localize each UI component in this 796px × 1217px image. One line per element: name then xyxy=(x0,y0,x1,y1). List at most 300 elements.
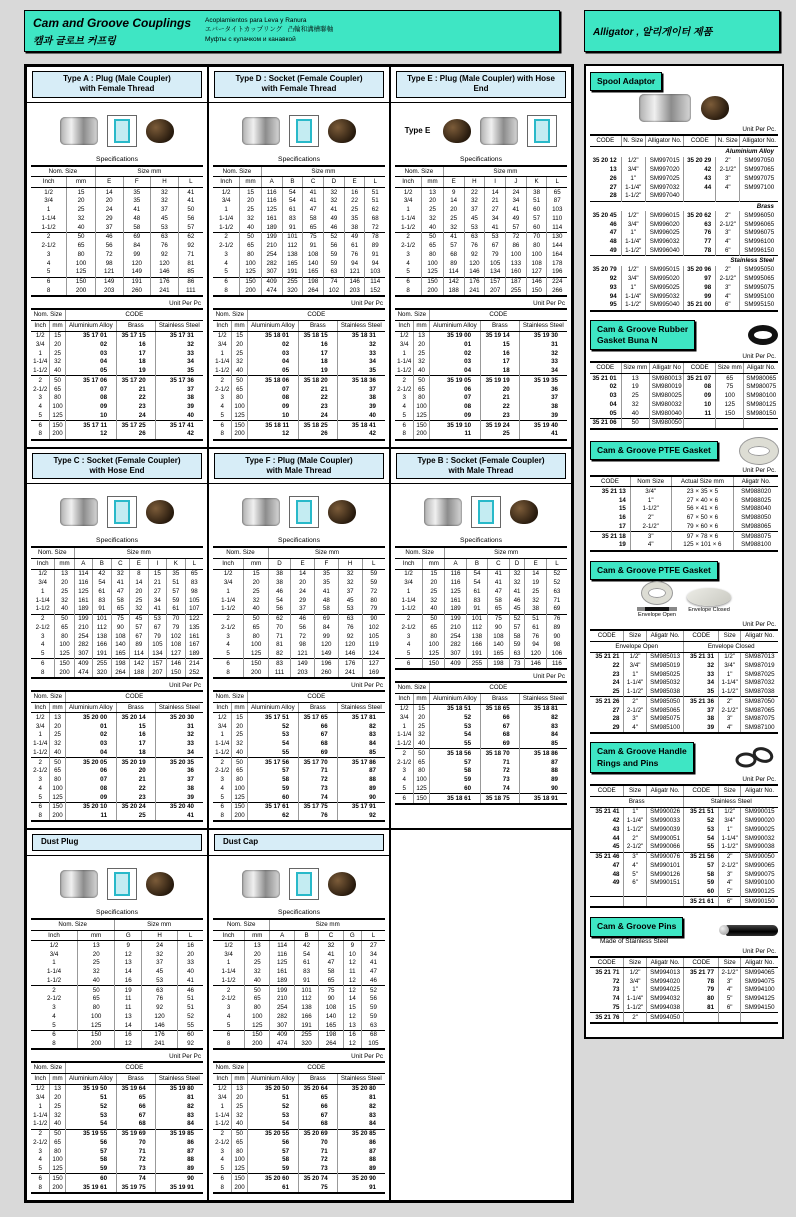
table-cell: 409 xyxy=(261,277,282,286)
table-cell: SM990050 xyxy=(741,852,778,861)
table-cell: 59 xyxy=(247,784,298,793)
table-cell: 91 xyxy=(294,976,318,985)
panel-dust-plug-head xyxy=(27,830,207,855)
table-row xyxy=(213,776,385,785)
table-cell: 1/2 xyxy=(35,1085,45,1093)
table-row xyxy=(31,1111,203,1120)
table-header-cell: Size mm xyxy=(268,547,385,558)
table-cell: 1" xyxy=(621,174,645,183)
table-cell: 32 xyxy=(337,340,385,349)
table-cell: 67 xyxy=(485,242,506,251)
table-row xyxy=(590,166,778,175)
handle-head xyxy=(590,742,778,773)
table-header-cell: mm xyxy=(232,1074,247,1085)
table-cell: 63 xyxy=(464,232,485,241)
table-row xyxy=(213,340,385,349)
table-cell: 80 xyxy=(684,995,719,1004)
table-cell: 79 xyxy=(167,623,186,632)
table-cell: 45 xyxy=(142,968,178,977)
table-cell: 35 18 06 xyxy=(247,376,298,385)
table-cell: 12 xyxy=(115,950,142,959)
table-header-cell: L xyxy=(365,177,385,188)
table-row xyxy=(395,277,567,286)
table-row xyxy=(213,614,385,623)
table-row xyxy=(395,197,567,206)
table-row xyxy=(590,688,778,697)
table-cell: 3 xyxy=(406,250,410,258)
table-cell: 37 xyxy=(338,587,362,596)
title-line1: Cam & Groove Handle xyxy=(597,746,687,757)
table-cell: 89 xyxy=(519,776,567,785)
type-c-spec-table xyxy=(31,546,203,679)
table-row xyxy=(31,349,203,358)
table-cell: 1-1/2 xyxy=(41,223,56,231)
table-cell xyxy=(716,418,744,428)
table-cell: 49 xyxy=(506,214,527,223)
table-cell: 83 xyxy=(155,1111,203,1120)
table-cell: 1 xyxy=(46,206,51,214)
table-row xyxy=(395,731,567,740)
table-cell: 32 xyxy=(78,968,115,977)
table-cell: 35 21 36 xyxy=(684,697,719,706)
table-group-label-row xyxy=(590,256,778,266)
table-cell: 35 18 56 xyxy=(429,749,480,758)
table-header-cell: Brass xyxy=(117,1074,156,1085)
table-cell xyxy=(740,192,778,201)
table-cell: 82 xyxy=(519,713,567,722)
title-line2: Gasket Buna N xyxy=(597,334,658,345)
table-cell: 71 xyxy=(546,596,567,605)
table-header-cell: CODE xyxy=(684,135,716,146)
table-cell: 3 xyxy=(406,632,411,640)
table-cell: 32 xyxy=(130,605,149,614)
table-header-cell: G xyxy=(115,930,142,941)
table-cell: 09 xyxy=(429,411,480,420)
table-cell: 8 xyxy=(130,569,149,578)
table-cell: 11 xyxy=(65,812,116,822)
table-cell: 35 19 80 xyxy=(155,1084,203,1093)
table-cell: 34 xyxy=(155,358,203,367)
table-cell: 35 17 36 xyxy=(155,376,203,385)
table-cell: 58 xyxy=(429,767,480,776)
table-cell: 61 xyxy=(344,242,365,251)
table-cell: SM980125 xyxy=(744,400,778,409)
table-cell: 55 xyxy=(684,843,719,852)
table-row xyxy=(213,722,385,731)
table-row xyxy=(395,367,567,376)
table-cell: 120 xyxy=(314,641,338,650)
table-cell: 1-1/2 xyxy=(401,223,416,231)
table-cell: 35 21 41 xyxy=(595,808,620,816)
table-cell: 43 xyxy=(684,174,716,183)
table-cell: 32 xyxy=(67,214,96,223)
table-header-cell: F xyxy=(314,559,338,570)
table-row xyxy=(31,286,203,296)
table-cell: 3" xyxy=(630,532,671,541)
data-table xyxy=(31,308,203,441)
table-head-row xyxy=(213,702,385,713)
table-cell: 188 xyxy=(130,668,149,678)
table-cell: 50 xyxy=(67,232,96,241)
table-cell: 41 xyxy=(488,579,509,588)
table-cell xyxy=(741,1013,778,1023)
data-table xyxy=(590,475,778,552)
table-cell: 5" xyxy=(719,888,741,897)
table-row xyxy=(213,1183,385,1193)
alligator-title: Alligator , 알리게이터 제품 xyxy=(593,27,713,39)
table-cell: 224 xyxy=(547,277,567,286)
table-cell: 150 xyxy=(240,277,262,286)
table-row xyxy=(31,197,203,206)
table-cell: 3" xyxy=(624,852,646,861)
table-cell: 32 xyxy=(232,1111,247,1120)
table-row xyxy=(213,1111,385,1120)
table-cell: SM994013 xyxy=(646,968,684,977)
table-cell: 16 xyxy=(481,349,520,358)
table-cell: SM988040 xyxy=(734,505,778,514)
table-cell: 65 xyxy=(303,223,324,232)
title-japanese: エバータイトカップリング xyxy=(205,26,283,34)
table-cell: 20 xyxy=(443,206,464,215)
table-cell: 1-1/4 xyxy=(397,731,412,739)
table-cell: 61 xyxy=(466,587,487,596)
table-cell: SM996050 xyxy=(740,211,778,220)
table-cell: 51 xyxy=(247,1094,298,1103)
table-cell: 19 xyxy=(525,579,546,588)
table-cell: 65 xyxy=(50,767,65,776)
table-cell: 1/2 xyxy=(404,570,413,578)
table-cell: 69 xyxy=(299,748,338,757)
table-header-cell: E xyxy=(443,177,464,188)
table-cell: 60 xyxy=(65,1174,116,1183)
table-cell: 58 xyxy=(488,596,509,605)
table-row xyxy=(31,376,203,385)
table-row xyxy=(395,286,567,296)
table-header-cell: mm xyxy=(50,702,65,713)
table-row xyxy=(213,259,385,268)
table-row xyxy=(31,430,203,440)
type-c-code-table xyxy=(31,690,203,823)
table-head-row xyxy=(31,1074,203,1085)
table-row xyxy=(395,394,567,403)
table-cell: 35 21 76 xyxy=(595,1013,620,1021)
table-cell: 1-1/4 xyxy=(219,214,234,222)
table-cell: 3 xyxy=(226,632,230,640)
table-cell: 35 17 65 xyxy=(299,713,338,722)
table-cell: 57 xyxy=(506,223,527,232)
table-cell: 2-1/2 xyxy=(215,767,230,775)
table-cell: 1/2 xyxy=(35,713,45,721)
table-cell: 1 xyxy=(220,1102,224,1110)
table-row xyxy=(213,740,385,749)
table-cell: 35 21 56 xyxy=(684,852,719,861)
table-cell: 75 xyxy=(488,614,509,623)
table-cell: 15 xyxy=(240,188,262,197)
table-cell: 69 xyxy=(546,605,567,614)
table-cell: 203 xyxy=(344,286,365,296)
table-cell: 45 xyxy=(130,614,149,623)
table-cell: 16 xyxy=(115,976,142,985)
table-cell: 32 xyxy=(232,740,247,749)
table-cell: 4 xyxy=(220,403,224,411)
table-header-cell: mm xyxy=(50,1074,65,1085)
table-cell: 68 xyxy=(299,740,338,749)
table-cell: 38 xyxy=(344,223,365,232)
panel-type-e-title xyxy=(396,71,566,98)
table-cell: SM995150 xyxy=(740,301,778,311)
table-cell: 65 xyxy=(488,605,509,614)
table-row xyxy=(213,668,385,678)
table-cell: 55 xyxy=(178,1021,203,1030)
table-cell: 125 xyxy=(74,587,93,596)
table-cell: 54 xyxy=(268,596,290,605)
table-row xyxy=(213,206,385,215)
table-cell: 50 xyxy=(244,614,269,623)
table-cell: SM997065 xyxy=(740,166,778,175)
table-header-cell: Aligatr No. xyxy=(741,957,778,968)
table-cell: 127 xyxy=(526,268,547,277)
table-cell: 167 xyxy=(185,641,203,650)
table-header-cell: mm xyxy=(78,930,115,941)
table-row xyxy=(31,802,203,811)
table-cell: 83 xyxy=(337,1111,385,1120)
table-cell: 21 xyxy=(299,385,338,394)
table-header-cell: Envelope Closed xyxy=(684,641,778,652)
table-cell: 67 xyxy=(117,1111,156,1120)
table-cell: 53 xyxy=(338,605,362,614)
table-row xyxy=(31,793,203,802)
table-cell: 51 xyxy=(178,1004,203,1013)
table-cell: 3 xyxy=(40,632,45,640)
table-header-cell: C xyxy=(111,559,130,570)
table-cell: 12 xyxy=(343,1012,361,1021)
table-cell: 60 xyxy=(526,206,547,215)
table-cell: 41 xyxy=(111,579,130,588)
table-cell: 6 xyxy=(40,659,45,667)
table-header-cell: Nom. Size xyxy=(31,309,65,320)
table-cell: 40 xyxy=(337,411,385,420)
table-head-row xyxy=(31,1062,203,1073)
table-cell: 35 18 25 xyxy=(299,421,338,430)
table-cell: SM987065 xyxy=(741,706,778,715)
table-header-cell: Actual Size mm xyxy=(671,476,734,487)
table-cell: 254 xyxy=(445,632,466,641)
table-cell: SM997025 xyxy=(645,174,684,183)
table-cell: 100 xyxy=(232,403,247,412)
table-cell: 4 xyxy=(38,403,42,411)
table-row xyxy=(31,1102,203,1111)
table-row xyxy=(31,976,203,985)
table-cell: 34 xyxy=(485,214,506,223)
table-row xyxy=(31,713,203,722)
table-row xyxy=(395,430,567,440)
table-cell: 3/4" xyxy=(624,977,646,986)
data-table xyxy=(31,918,203,1051)
table-cell: 1-1/2 xyxy=(221,976,236,984)
table-cell: 65 xyxy=(185,569,203,578)
table-header-cell: E xyxy=(291,559,315,570)
panel-type-c xyxy=(26,448,208,830)
table-cell: 75 xyxy=(716,383,744,392)
panel-type-a-title xyxy=(32,71,202,98)
table-cell: SM988025 xyxy=(734,496,778,505)
table-row xyxy=(213,1084,385,1093)
table-cell: 26 xyxy=(117,430,156,440)
table-cell: 33 xyxy=(519,358,567,367)
table-cell: 1/2 xyxy=(44,188,53,196)
table-cell: SM995100 xyxy=(740,292,778,301)
table-row xyxy=(213,223,385,232)
table-row xyxy=(395,659,567,669)
table-cell: 32 xyxy=(244,596,269,605)
table-cell: 15 xyxy=(481,340,520,349)
table-cell: 35 19 10 xyxy=(429,421,480,430)
table-cell: 23 xyxy=(299,403,338,412)
table-row xyxy=(395,250,567,259)
table-cell: SM990015 xyxy=(741,807,778,816)
table-cell: 22 xyxy=(299,394,338,403)
table-cell: 5" xyxy=(719,995,741,1004)
table-row xyxy=(31,776,203,785)
table-cell: 108 xyxy=(303,250,324,259)
table-header-cell: Size mm xyxy=(95,166,203,177)
table-head-row xyxy=(590,785,778,796)
table-cell: 01 xyxy=(65,722,116,731)
panel-type-e-body xyxy=(391,103,571,443)
table-cell: 58 xyxy=(509,632,525,641)
table-cell: 3/4 xyxy=(217,340,227,348)
table-cell: 4 xyxy=(38,1156,42,1164)
table-cell: 63 xyxy=(546,587,567,596)
title-line2: with Female Thread xyxy=(79,84,155,94)
table-cell: 12 xyxy=(343,976,361,985)
table-cell: 40 xyxy=(245,976,270,985)
table-cell: 255 xyxy=(466,659,487,669)
panel-type-c-body xyxy=(27,484,207,824)
table-row xyxy=(213,793,385,802)
table-cell: 112 xyxy=(93,623,112,632)
table-cell: 130 xyxy=(547,232,567,241)
table-cell: 17 xyxy=(117,349,156,358)
table-cell: 41 xyxy=(303,197,324,206)
table-cell: 56 xyxy=(95,242,123,251)
product-photo-metal xyxy=(242,117,280,145)
table-cell: 146 xyxy=(344,277,365,286)
table-header-cell: Nom. Size xyxy=(213,166,261,177)
table-row xyxy=(590,392,778,401)
table-cell: 69 xyxy=(314,614,338,623)
table-cell: 166 xyxy=(93,641,112,650)
table-cell: SM980075 xyxy=(744,383,778,392)
table-cell: 65 xyxy=(55,623,74,632)
table-row xyxy=(31,385,203,394)
table-row xyxy=(213,650,385,659)
table-cell: SM996015 xyxy=(645,211,684,220)
table-header-cell: CODE xyxy=(590,785,624,796)
table-cell: 50 xyxy=(414,376,429,385)
table-cell: 120 xyxy=(464,259,485,268)
table-header-cell: Stainless Steel xyxy=(155,1074,203,1085)
product-images xyxy=(213,489,385,535)
table-cell: 3/4 xyxy=(224,950,233,958)
table-cell: 35 19 24 xyxy=(481,421,520,430)
table-row xyxy=(31,1138,203,1147)
table-cell: 80 xyxy=(362,596,385,605)
table-cell: 63 xyxy=(361,1021,385,1030)
table-cell: 58 xyxy=(65,1156,116,1165)
table-cell: SM987038 xyxy=(741,688,778,697)
table-cell: 56 × 41 × 6 xyxy=(671,505,734,514)
table-header-cell: Nom. Size xyxy=(395,166,443,177)
table-cell: 146 xyxy=(167,659,186,668)
table-cell: 50 xyxy=(423,614,445,623)
table-header-cell: Size mm xyxy=(716,362,744,373)
table-cell: 2-1/2 xyxy=(221,623,236,631)
table-cell: 189 xyxy=(445,605,466,614)
table-cell: 108 xyxy=(526,259,547,268)
table-cell: 40 xyxy=(67,223,96,232)
table-header-cell: Size xyxy=(624,957,646,968)
table-header-cell: Nom. Size xyxy=(213,547,268,558)
table-row xyxy=(31,214,203,223)
table-cell: 2 xyxy=(220,758,224,766)
table-cell: 2" xyxy=(624,697,646,706)
table-cell: 1 xyxy=(226,959,231,967)
pins-subtitle: Made of Stainless Steel xyxy=(600,937,669,945)
table-cell: SM990101 xyxy=(646,861,684,870)
table-cell: 144 xyxy=(547,242,567,251)
table-cell: 02 xyxy=(247,340,298,349)
rubber-gasket-title xyxy=(590,320,695,351)
table-cell: 57 xyxy=(526,214,547,223)
table-header-cell: Nom. Size xyxy=(395,547,445,558)
section-pins xyxy=(590,916,778,1024)
table-row xyxy=(590,229,778,238)
table-row xyxy=(213,349,385,358)
table-cell: 164 xyxy=(547,250,567,259)
table-cell: 15 xyxy=(50,331,65,340)
table-cell: 2 xyxy=(46,233,51,241)
table-cell: 45 xyxy=(338,596,362,605)
table-cell: 35 17 61 xyxy=(247,802,298,811)
table-cell: 3/4 xyxy=(35,340,45,348)
spool-adaptor-images xyxy=(590,93,778,123)
product-photo-metal xyxy=(480,117,518,145)
table-cell: 6 xyxy=(226,1031,231,1039)
table-header-cell: Size mm xyxy=(621,362,649,373)
table-header-cell: Size xyxy=(624,630,646,641)
table-cell: 23 xyxy=(117,793,156,802)
table-cell: 46 xyxy=(509,596,525,605)
table-header-cell: mm xyxy=(414,693,429,704)
table-cell: SM987100 xyxy=(741,724,778,734)
table-cell: 53 xyxy=(65,1111,116,1120)
table-cell: 46 xyxy=(291,614,315,623)
table-cell: 1/2 xyxy=(35,332,45,340)
table-cell: 25 xyxy=(525,587,546,596)
table-cell: 45 xyxy=(612,843,620,851)
table-cell: 196 xyxy=(314,659,338,668)
table-cell: 8 xyxy=(38,1183,42,1191)
table-cell: 20 xyxy=(50,1094,65,1103)
table-cell xyxy=(716,192,740,201)
table-header-cell: CODE xyxy=(590,476,630,487)
table-row xyxy=(395,767,567,776)
table-cell: 1" xyxy=(624,670,646,679)
table-cell: 149 xyxy=(95,277,123,286)
table-row xyxy=(590,266,778,275)
table-header-cell: Alligator No. xyxy=(645,135,684,146)
